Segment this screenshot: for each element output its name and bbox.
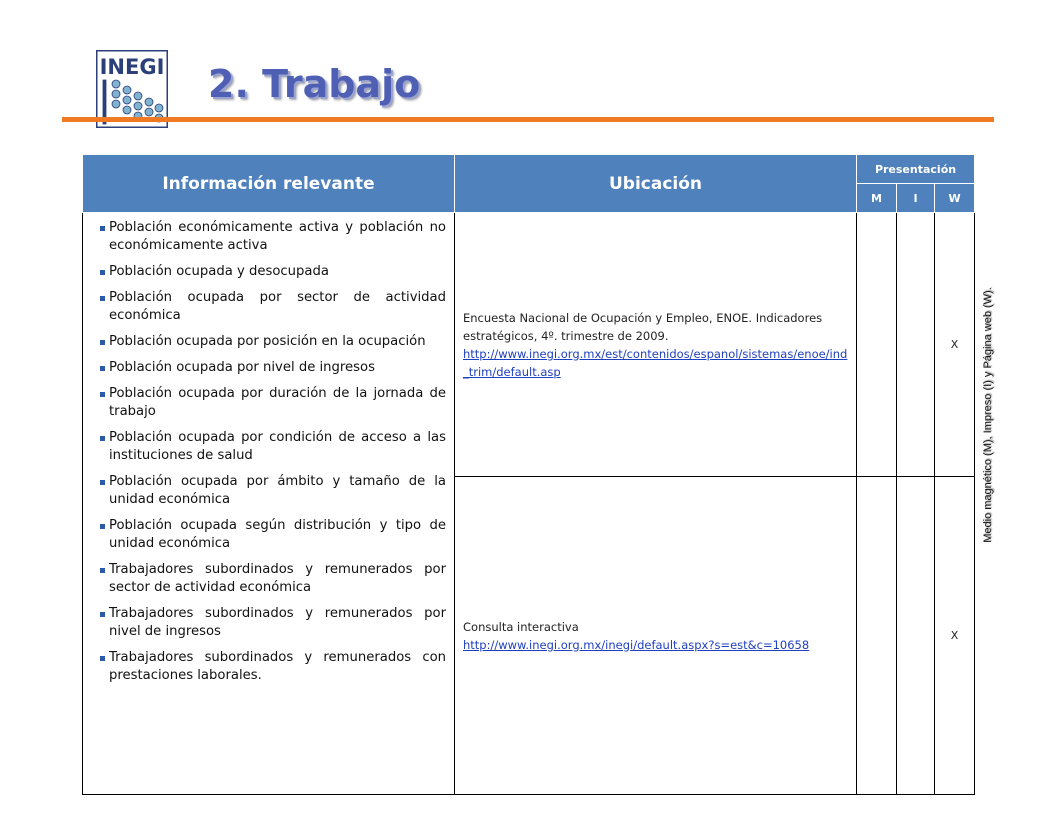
list-item: Población ocupada por sector de actividad económica <box>101 289 446 325</box>
bullet-icon <box>100 524 105 529</box>
consulta-link[interactable]: http://www.inegi.org.mx/inegi/default.aspx?s=est&c=10658 <box>463 637 810 652</box>
list-item: Población económicamente activa y población no económicamente activa <box>101 219 446 255</box>
cell-m <box>857 213 897 477</box>
cell-i <box>897 213 935 477</box>
bullet-icon <box>100 270 105 275</box>
bullet-icon <box>100 480 105 485</box>
bullet-icon <box>100 340 105 345</box>
bullet-icon <box>100 366 105 371</box>
cell-m <box>857 477 897 795</box>
header-rule <box>62 117 994 122</box>
ubicacion-text: Consulta interactiva <box>463 619 579 634</box>
bullet-icon <box>100 568 105 573</box>
header-w: W <box>935 184 975 213</box>
list-item: Población ocupada y desocupada <box>101 263 446 281</box>
bullet-icon <box>100 436 105 441</box>
header-informacion: Información relevante <box>83 155 455 213</box>
info-list-cell <box>83 213 455 795</box>
cell-w: X <box>935 477 975 795</box>
header-presentacion: Presentación <box>857 155 975 184</box>
list-item: Trabajadores subordinados y remunerados por nivel de ingresos <box>101 605 446 641</box>
list-item: Población ocupada por posición en la ocupación <box>101 333 446 351</box>
logo-text: INEGI <box>99 55 165 79</box>
list-item: Trabajadores subordinados y remunerados con prestaciones laborales. <box>101 649 446 685</box>
list-item: Población ocupada por condición de acceso a las instituciones de salud <box>101 429 446 465</box>
ubicacion-cell-consulta <box>455 477 857 795</box>
list-item: Población ocupada por ámbito y tamaño de la unidad económica <box>101 473 446 509</box>
bullet-icon <box>100 296 105 301</box>
page-title: 2. Trabajo <box>208 62 421 106</box>
list-item: Población ocupada según distribución y tipo de unidad económica <box>101 517 446 553</box>
bullet-icon <box>100 392 105 397</box>
info-table <box>82 154 975 795</box>
list-item: Población ocupada por duración de la jornada de trabajo <box>101 385 446 421</box>
list-item: Población ocupada por nivel de ingresos <box>101 359 446 377</box>
cell-i <box>897 477 935 795</box>
bullet-icon <box>100 226 105 231</box>
header-i: I <box>897 184 935 213</box>
ubicacion-cell-enoe <box>455 213 857 477</box>
cell-w: X <box>935 213 975 477</box>
bullet-icon <box>100 656 105 661</box>
ubicacion-text: Encuesta Nacional de Ocupación y Empleo, ENOE. Indicadores estratégicos, 4º. trimestre de 2009. <box>463 310 823 343</box>
header-ubicacion: Ubicación <box>455 155 857 213</box>
list-item: Trabajadores subordinados y remunerados por sector de actividad económica <box>101 561 446 597</box>
enoe-link[interactable]: http://www.inegi.org.mx/est/contenidos/espanol/sistemas/enoe/ind_trim/default.asp <box>463 346 848 379</box>
side-note-text: Medio magnético (M), Impreso (I) y Página web (W). <box>982 287 994 543</box>
bullet-icon <box>100 612 105 617</box>
header-m: M <box>857 184 897 213</box>
